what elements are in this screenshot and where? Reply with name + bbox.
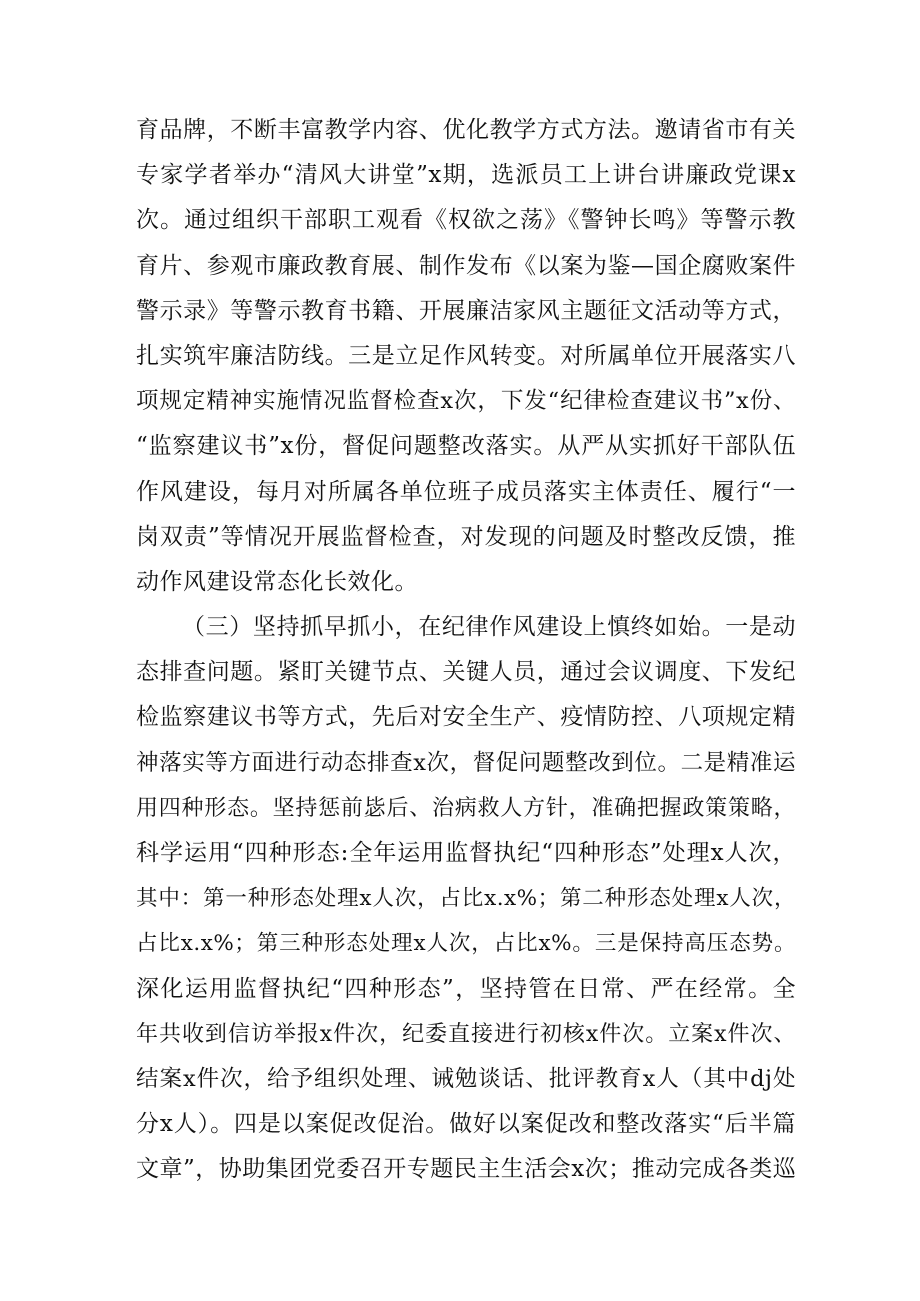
text-line: 育片、参观市廉政教育展、制作发布《以案为鉴—国企腐败案件 — [136, 252, 796, 279]
text-line: 占比x.x%；第三种形态处理x人次，占比x%。三是保持高压态势。 — [136, 931, 796, 957]
text-line: 文章”，协助集团党委召开专题民主生活会x次；推动完成各类巡 — [136, 1156, 797, 1183]
text-line: 岗双责”等情况开展监督检查，对发现的问题及时整改反馈，推 — [136, 523, 796, 550]
text-line: 次。通过组织干部职工观看《权欲之荡》《警钟长鸣》等警示教 — [136, 207, 796, 234]
text-line: 扎实筑牢廉洁防线。三是立足作风转变。对所属单位开展落实八 — [136, 342, 796, 369]
document-body — [136, 108, 796, 1193]
text-line: “监察建议书”x份，督促问题整改落实。从严从实抓好干部队伍 — [136, 433, 796, 460]
text-line: 检监察建议书等方式，先后对安全生产、疫情防控、八项规定精 — [136, 704, 796, 731]
text-line: 年共收到信访举报x件次，纪委直接进行初核x件次。立案x件次、 — [136, 1021, 796, 1047]
text-line: 态排查问题。紧盯关键节点、关键人员，通过会议调度、下发纪 — [136, 659, 796, 686]
text-line: 作风建设，每月对所属各单位班子成员落实主体责任、履行“一 — [136, 478, 796, 505]
text-line: 深化运用监督执纪“四种形态”，坚持管在日常、严在经常。全 — [136, 975, 796, 1002]
text-line: 分x人）。四是以案促改促治。做好以案促改和整改落实“后半篇 — [136, 1111, 796, 1138]
text-line: 警示录》等警示教育书籍、开展廉洁家风主题征文活动等方式， — [136, 297, 796, 324]
text-line: 神落实等方面进行动态排查x次，督促问题整改到位。二是精准运 — [136, 749, 796, 776]
text-line: 科学运用“四种形态:全年运用监督执纪“四种形态”处理x人次， — [136, 840, 796, 866]
text-line: 项规定精神实施情况监督检查x次，下发“纪律检查建议书”x份、 — [136, 388, 796, 415]
text-line: 用四种形态。坚持惩前毖后、治病救人方针，准确把握政策策略， — [136, 795, 796, 821]
text-line: （三）坚持抓早抓小，在纪律作风建设上慎终如始。一是动 — [182, 614, 796, 641]
text-line: 其中：第一种形态处理x人次，占比x.x%；第二种形态处理x人次， — [136, 886, 796, 912]
text-line: 育品牌，不断丰富教学内容、优化教学方式方法。邀请省市有关 — [136, 117, 796, 143]
text-line: 动作风建设常态化长效化。 — [136, 568, 418, 595]
text-line: 结案x件次，给予组织处理、诫勉谈话、批评教育x人（其中dj处 — [136, 1065, 796, 1092]
text-line: 专家学者举办“清风大讲堂”x期，选派员工上讲台讲廉政党课x — [136, 162, 796, 189]
